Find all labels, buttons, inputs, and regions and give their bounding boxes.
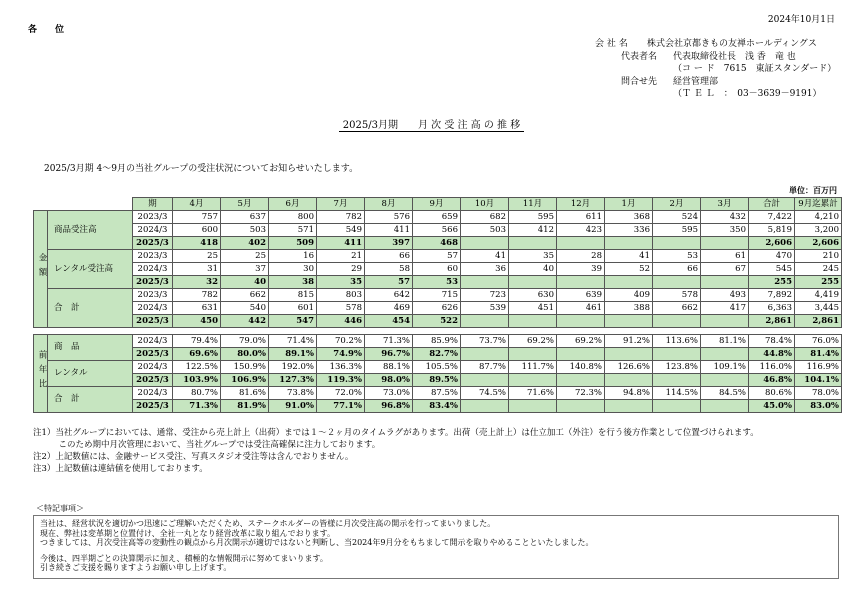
- month-value: [557, 276, 605, 289]
- month-value: 639: [557, 289, 605, 302]
- table-row: [34, 348, 842, 361]
- month-value: [509, 315, 557, 328]
- cumulative-value: 3,200: [795, 224, 842, 237]
- total-value: 78.4%: [749, 335, 795, 348]
- month-value: 503: [221, 224, 269, 237]
- month-value: 96.7%: [365, 348, 413, 361]
- month-value: [509, 348, 557, 361]
- total-value: 116.0%: [749, 361, 795, 374]
- month-value: 103.9%: [173, 374, 221, 387]
- month-value: 114.5%: [653, 387, 701, 400]
- month-value: 40: [221, 276, 269, 289]
- month-value: 397: [365, 237, 413, 250]
- month-value: [461, 348, 509, 361]
- table-row: [34, 387, 842, 400]
- month-value: 576: [365, 211, 413, 224]
- month-value: [605, 276, 653, 289]
- month-value: 38: [269, 276, 317, 289]
- month-value: 662: [221, 289, 269, 302]
- note-1: 注1）当社グループにおいては、通常、受注から売上計上（出荷）までは１～２ヶ月のタイムラグがあります。出荷（売上計上）は仕立加工（外注）を行う後方作業として位置づけられます。: [33, 428, 759, 438]
- month-value: 60: [413, 263, 461, 276]
- cumulative-value: 104.1%: [795, 374, 842, 387]
- column-header: 11月: [509, 198, 557, 211]
- total-value: 7,892: [749, 289, 795, 302]
- header-blank: [34, 198, 133, 211]
- month-value: 71.3%: [365, 335, 413, 348]
- page-title: 2025/3月期 月 次 受 注 高 の 推 移: [0, 116, 863, 131]
- month-value: 782: [317, 211, 365, 224]
- month-value: 21: [317, 250, 365, 263]
- month-value: 803: [317, 289, 365, 302]
- month-value: 57: [365, 276, 413, 289]
- month-value: [701, 400, 749, 413]
- month-value: 611: [557, 211, 605, 224]
- month-value: 72.0%: [317, 387, 365, 400]
- row-group-label: レンタル受注高: [48, 250, 133, 289]
- total-value: 44.8%: [749, 348, 795, 361]
- month-value: [557, 374, 605, 387]
- total-value: 7,422: [749, 211, 795, 224]
- company-name-label: 会 社 名: [595, 39, 628, 49]
- month-value: 32: [173, 276, 221, 289]
- table-row: [34, 315, 842, 328]
- special-line: 当社は、経営状況を適切かつ迅速にご理解いただくため、ステークホルダーの皆様に月次受注高の開示を行ってまいりました。: [40, 519, 496, 528]
- month-value: 800: [269, 211, 317, 224]
- cumulative-value: 3,445: [795, 302, 842, 315]
- month-value: 69.6%: [173, 348, 221, 361]
- table-row: [34, 374, 842, 387]
- company-block: [595, 38, 836, 101]
- total-value: 545: [749, 263, 795, 276]
- month-value: 423: [557, 224, 605, 237]
- month-value: 432: [701, 211, 749, 224]
- month-value: 150.9%: [221, 361, 269, 374]
- month-value: 454: [365, 315, 413, 328]
- month-value: 571: [269, 224, 317, 237]
- month-value: 87.5%: [413, 387, 461, 400]
- month-value: 29: [317, 263, 365, 276]
- month-value: 662: [653, 302, 701, 315]
- month-value: 94.8%: [605, 387, 653, 400]
- month-value: 73.8%: [269, 387, 317, 400]
- period-cell: 2024/3: [133, 263, 173, 276]
- month-value: 35: [509, 250, 557, 263]
- month-value: [653, 348, 701, 361]
- special-line: つきましては、月次受注高等の変動性の観点から月次開示が適切ではないと判断し、当2024年9月分をもちまして開示を取りやめることといたしました。: [40, 538, 594, 548]
- month-value: 41: [461, 250, 509, 263]
- period-cell: 2023/3: [133, 289, 173, 302]
- month-value: 25: [173, 250, 221, 263]
- month-value: 41: [605, 250, 653, 263]
- period-cell: 2024/3: [133, 387, 173, 400]
- month-value: 350: [701, 224, 749, 237]
- table-gap: [34, 328, 842, 335]
- month-value: 547: [269, 315, 317, 328]
- total-value: 2,606: [749, 237, 795, 250]
- month-value: 67: [701, 263, 749, 276]
- column-header: 8月: [365, 198, 413, 211]
- month-value: 123.8%: [653, 361, 701, 374]
- row-group-label: レンタル: [48, 361, 133, 387]
- month-value: 402: [221, 237, 269, 250]
- month-value: 815: [269, 289, 317, 302]
- month-value: 31: [173, 263, 221, 276]
- month-value: [701, 374, 749, 387]
- table-row: [34, 400, 842, 413]
- month-value: [701, 237, 749, 250]
- period-cell: 2025/3: [133, 374, 173, 387]
- table-row: [34, 335, 842, 348]
- table-row: [34, 302, 842, 315]
- total-value: 6,363: [749, 302, 795, 315]
- period-cell: 2023/3: [133, 250, 173, 263]
- cumulative-value: 210: [795, 250, 842, 263]
- cumulative-value: 4,210: [795, 211, 842, 224]
- column-header: 9月迄累計: [795, 198, 842, 211]
- month-value: 40: [509, 263, 557, 276]
- month-value: 682: [461, 211, 509, 224]
- column-header: 合計: [749, 198, 795, 211]
- cumulative-value: 76.0%: [795, 335, 842, 348]
- period-cell: 2025/3: [133, 315, 173, 328]
- month-value: 66: [365, 250, 413, 263]
- month-value: 72.3%: [557, 387, 605, 400]
- month-value: 119.3%: [317, 374, 365, 387]
- month-value: 493: [701, 289, 749, 302]
- month-value: 80.0%: [221, 348, 269, 361]
- month-value: 79.0%: [221, 335, 269, 348]
- month-value: 74.9%: [317, 348, 365, 361]
- column-header: 2月: [653, 198, 701, 211]
- row-group-label: 商品受注高: [48, 211, 133, 250]
- month-value: [557, 237, 605, 250]
- special-line: 今後は、四半期ごとの決算開示に加え、積極的な情報開示に努めてまいります。: [40, 553, 328, 563]
- column-header: 9月: [413, 198, 461, 211]
- company-name: 株式会社京都きもの友禅ホールディングス: [647, 39, 817, 49]
- row-group-label: 合 計: [48, 387, 133, 413]
- month-value: 71.3%: [173, 400, 221, 413]
- intro-text: 2025/3月期 4～9月の当社グループの受注状況についてお知らせいたします。: [44, 164, 359, 174]
- period-cell: 2025/3: [133, 237, 173, 250]
- month-value: 336: [605, 224, 653, 237]
- month-value: 81.6%: [221, 387, 269, 400]
- month-value: [461, 400, 509, 413]
- period-cell: 2025/3: [133, 348, 173, 361]
- month-value: [509, 400, 557, 413]
- period-cell: 2024/3: [133, 361, 173, 374]
- total-value: 255: [749, 276, 795, 289]
- month-value: [605, 400, 653, 413]
- month-value: 91.2%: [605, 335, 653, 348]
- month-value: 61: [701, 250, 749, 263]
- month-value: [461, 276, 509, 289]
- special-line: 引き続きご支援を賜りますようお願い申し上げます。: [40, 563, 232, 573]
- month-value: 659: [413, 211, 461, 224]
- total-value: 80.6%: [749, 387, 795, 400]
- month-value: 57: [413, 250, 461, 263]
- stock-code: （コ ー ド 7615 東証スタンダード）: [673, 64, 837, 74]
- month-value: [653, 315, 701, 328]
- table-row: [34, 361, 842, 374]
- month-value: 461: [557, 302, 605, 315]
- orders-table: [33, 197, 842, 413]
- month-value: 442: [221, 315, 269, 328]
- month-value: 52: [605, 263, 653, 276]
- special-notes-title: ＜特記事項＞: [36, 504, 84, 513]
- month-value: [605, 237, 653, 250]
- month-value: 368: [605, 211, 653, 224]
- month-value: 79.4%: [173, 335, 221, 348]
- table-row: [34, 250, 842, 263]
- month-value: [605, 374, 653, 387]
- total-value: 45.0%: [749, 400, 795, 413]
- month-value: [701, 348, 749, 361]
- month-value: [557, 400, 605, 413]
- month-value: 87.7%: [461, 361, 509, 374]
- month-value: 77.1%: [317, 400, 365, 413]
- release-date: 2024年10月1日: [767, 15, 835, 25]
- period-cell: 2025/3: [133, 276, 173, 289]
- month-value: 122.5%: [173, 361, 221, 374]
- cumulative-value: 245: [795, 263, 842, 276]
- special-notes-box: [33, 515, 839, 579]
- cumulative-value: 78.0%: [795, 387, 842, 400]
- month-value: 113.6%: [653, 335, 701, 348]
- month-value: 450: [173, 315, 221, 328]
- column-header: 4月: [173, 198, 221, 211]
- column-header: 期: [133, 198, 173, 211]
- total-value: 46.8%: [749, 374, 795, 387]
- month-value: 53: [413, 276, 461, 289]
- month-value: 468: [413, 237, 461, 250]
- month-value: 69.2%: [509, 335, 557, 348]
- gap-cell: [34, 328, 842, 335]
- month-value: 631: [173, 302, 221, 315]
- note-2: 注2）上記数値には、金融サービス受注、写真スタジオ受注等は含んでおりません。: [33, 452, 354, 462]
- month-value: 89.5%: [413, 374, 461, 387]
- month-value: [653, 400, 701, 413]
- month-value: 28: [557, 250, 605, 263]
- cumulative-value: 2,861: [795, 315, 842, 328]
- total-value: 2,861: [749, 315, 795, 328]
- month-value: [605, 315, 653, 328]
- month-value: 566: [413, 224, 461, 237]
- month-value: 70.2%: [317, 335, 365, 348]
- month-value: 73.7%: [461, 335, 509, 348]
- month-value: [557, 348, 605, 361]
- month-value: 106.9%: [221, 374, 269, 387]
- month-value: 83.4%: [413, 400, 461, 413]
- period-cell: 2023/3: [133, 211, 173, 224]
- representative: 代表取締役社長 浅 香 竜 也: [673, 51, 796, 62]
- month-value: 96.8%: [365, 400, 413, 413]
- addressee: 各 位: [28, 25, 65, 35]
- month-value: 39: [557, 263, 605, 276]
- month-value: 84.5%: [701, 387, 749, 400]
- row-group-label: 商 品: [48, 335, 133, 361]
- month-value: 88.1%: [365, 361, 413, 374]
- month-value: 715: [413, 289, 461, 302]
- month-value: 81.1%: [701, 335, 749, 348]
- month-value: 595: [653, 224, 701, 237]
- period-cell: 2024/3: [133, 224, 173, 237]
- month-value: 73.0%: [365, 387, 413, 400]
- month-value: 30: [269, 263, 317, 276]
- category-label: 前年比: [37, 349, 47, 394]
- month-value: 637: [221, 211, 269, 224]
- month-value: [461, 237, 509, 250]
- month-value: 540: [221, 302, 269, 315]
- contact: 経営管理部: [673, 76, 719, 87]
- month-value: 417: [701, 302, 749, 315]
- cumulative-value: 2,606: [795, 237, 842, 250]
- table-row: [34, 224, 842, 237]
- month-value: [605, 348, 653, 361]
- month-value: [701, 315, 749, 328]
- month-value: 595: [509, 211, 557, 224]
- month-value: 411: [317, 237, 365, 250]
- column-header: 1月: [605, 198, 653, 211]
- table-header-row: [34, 198, 842, 211]
- month-value: 549: [317, 224, 365, 237]
- unit-label: 単位：百万円: [789, 185, 837, 195]
- month-value: 522: [413, 315, 461, 328]
- month-value: [701, 276, 749, 289]
- month-value: 446: [317, 315, 365, 328]
- period-cell: 2024/3: [133, 302, 173, 315]
- month-value: 539: [461, 302, 509, 315]
- month-value: 85.9%: [413, 335, 461, 348]
- note-1-cont: このため期中月次管理において、当社グループでは受注高確保に注力しております。: [33, 440, 381, 450]
- column-header: 6月: [269, 198, 317, 211]
- month-value: 25: [221, 250, 269, 263]
- month-value: 757: [173, 211, 221, 224]
- month-value: 91.0%: [269, 400, 317, 413]
- month-value: [509, 374, 557, 387]
- table-row: [34, 289, 842, 302]
- month-value: 66: [653, 263, 701, 276]
- month-value: [461, 315, 509, 328]
- month-value: 69.2%: [557, 335, 605, 348]
- month-value: 630: [509, 289, 557, 302]
- notes: [33, 427, 759, 475]
- total-value: 470: [749, 250, 795, 263]
- month-value: 126.6%: [605, 361, 653, 374]
- month-value: 782: [173, 289, 221, 302]
- month-value: 140.8%: [557, 361, 605, 374]
- cumulative-value: 4,419: [795, 289, 842, 302]
- month-value: 388: [605, 302, 653, 315]
- column-header: 7月: [317, 198, 365, 211]
- month-value: 98.0%: [365, 374, 413, 387]
- special-line: 現在、弊社は変革期と位置付け、全社一丸となり経営改革に取り組んでおります。: [40, 528, 336, 538]
- month-value: 111.7%: [509, 361, 557, 374]
- month-value: 524: [653, 211, 701, 224]
- row-group-label: 合 計: [48, 289, 133, 328]
- period-cell: 2024/3: [133, 335, 173, 348]
- total-value: 5,819: [749, 224, 795, 237]
- month-value: 82.7%: [413, 348, 461, 361]
- month-value: 71.4%: [269, 335, 317, 348]
- column-header: 3月: [701, 198, 749, 211]
- month-value: 412: [509, 224, 557, 237]
- table-row: [34, 276, 842, 289]
- month-value: [509, 276, 557, 289]
- month-value: 127.3%: [269, 374, 317, 387]
- month-value: [653, 374, 701, 387]
- representative-label: 代表者名: [621, 51, 658, 62]
- month-value: 509: [269, 237, 317, 250]
- month-value: 601: [269, 302, 317, 315]
- month-value: 723: [461, 289, 509, 302]
- month-value: 36: [461, 263, 509, 276]
- month-value: 136.3%: [317, 361, 365, 374]
- month-value: [461, 374, 509, 387]
- cumulative-value: 83.0%: [795, 400, 842, 413]
- column-header: 10月: [461, 198, 509, 211]
- month-value: [557, 315, 605, 328]
- month-value: 578: [653, 289, 701, 302]
- month-value: 418: [173, 237, 221, 250]
- contact-label: 問合せ先: [621, 76, 658, 87]
- month-value: [653, 237, 701, 250]
- month-value: 35: [317, 276, 365, 289]
- month-value: 71.6%: [509, 387, 557, 400]
- category-label: 金額: [37, 252, 47, 282]
- cumulative-value: 116.9%: [795, 361, 842, 374]
- table-row: [34, 237, 842, 250]
- month-value: 105.5%: [413, 361, 461, 374]
- month-value: 411: [365, 224, 413, 237]
- month-value: 16: [269, 250, 317, 263]
- month-value: 600: [173, 224, 221, 237]
- period-cell: 2025/3: [133, 400, 173, 413]
- month-value: 409: [605, 289, 653, 302]
- month-value: [653, 276, 701, 289]
- month-value: 53: [653, 250, 701, 263]
- month-value: 81.9%: [221, 400, 269, 413]
- telephone: （Ｔ Ｅ Ｌ ： 03－3639－9191）: [673, 89, 822, 99]
- month-value: 626: [413, 302, 461, 315]
- month-value: 503: [461, 224, 509, 237]
- cumulative-value: 255: [795, 276, 842, 289]
- month-value: 89.1%: [269, 348, 317, 361]
- note-3: 注3）上記数値は連結値を使用しております。: [33, 464, 208, 474]
- month-value: 578: [317, 302, 365, 315]
- month-value: 58: [365, 263, 413, 276]
- month-value: 74.5%: [461, 387, 509, 400]
- month-value: 642: [365, 289, 413, 302]
- month-value: 109.1%: [701, 361, 749, 374]
- month-value: 192.0%: [269, 361, 317, 374]
- month-value: [509, 237, 557, 250]
- table-row: [34, 211, 842, 224]
- month-value: 80.7%: [173, 387, 221, 400]
- month-value: 451: [509, 302, 557, 315]
- table-row: [34, 263, 842, 276]
- month-value: 37: [221, 263, 269, 276]
- column-header: 12月: [557, 198, 605, 211]
- cumulative-value: 81.4%: [795, 348, 842, 361]
- month-value: 469: [365, 302, 413, 315]
- column-header: 5月: [221, 198, 269, 211]
